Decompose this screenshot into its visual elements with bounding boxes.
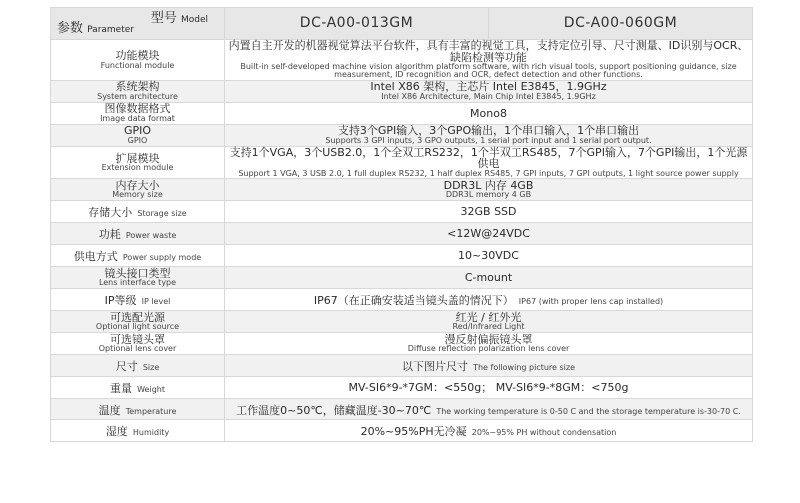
header-row: [51, 8, 753, 40]
param-label-en: Image data format: [100, 113, 175, 123]
parameter-header-label: 参数 Parameter: [57, 21, 134, 37]
spec-row: [51, 333, 753, 355]
param-cell: [51, 124, 225, 146]
value-cell: [225, 377, 753, 399]
value-cell: [225, 223, 753, 245]
param-label-en: Optional light source: [95, 322, 180, 332]
value-text-cn: 漫反射偏振镜头罩: [444, 332, 533, 346]
value-text-cn: 以下图片尺寸: [401, 360, 468, 374]
value-cell: [225, 124, 753, 146]
value-text-cn: 32GB SSD: [460, 205, 517, 219]
param-cell: [51, 355, 225, 377]
value-text-en: DDR3L memory 4 GB: [445, 190, 532, 200]
param-label-cn: 功耗: [98, 228, 121, 242]
param-label-cn: 图像数据格式: [104, 102, 171, 116]
value-text-cn: Mono8: [470, 106, 507, 120]
param-label-en: Extension module: [101, 163, 174, 173]
value-cell: [225, 333, 753, 355]
param-label-en: Optional lens cover: [98, 344, 177, 354]
value-text-cn: 10~30VDC: [458, 249, 519, 263]
spec-row: [51, 80, 753, 102]
value-text-cn: <12W@24VDC: [447, 227, 530, 241]
param-cell: [51, 311, 225, 333]
spec-row: [51, 40, 753, 81]
value-text-en: Diffuse reflection polarization lens cover: [407, 344, 570, 354]
param-cell: [51, 223, 225, 245]
value-cell: [225, 245, 753, 267]
param-cell: [51, 80, 225, 102]
value-cell: [225, 179, 753, 201]
value-cell: [225, 80, 753, 102]
param-cell: [51, 420, 225, 442]
value-text-cn: 支持3个GPI输入，3个GPO输出，1个串口输入，1个串口输出: [337, 124, 640, 138]
param-label-cn: 内存大小: [115, 178, 160, 192]
model-header-label: 型号 Model: [150, 11, 208, 26]
value-cell: [225, 289, 753, 311]
param-label-cn: 重量: [110, 382, 133, 396]
param-label-en: Weight: [137, 385, 165, 395]
param-cell: [51, 40, 225, 81]
param-label-en: Storage size: [137, 209, 187, 219]
spec-table: [50, 7, 753, 442]
param-label-cn: 尺寸: [115, 360, 138, 374]
value-text-en: Built-in self-developed machine vision algorithm platform software, with rich visual tools, support positioning guidance, size measurement, ID recognition and OCR, defect detection and other functions.: [240, 62, 737, 80]
param-label-en: Lens interface type: [98, 278, 177, 288]
spec-row: [51, 289, 753, 311]
spec-row: [51, 377, 753, 399]
value-text-cn: 20%~95%PH无冷凝: [360, 425, 467, 439]
param-label-cn: 功能模块: [115, 48, 160, 62]
param-label-cn: GPIO: [123, 124, 152, 138]
param-label-cn: 扩展模块: [115, 151, 160, 165]
param-label-en: Functional module: [100, 60, 175, 70]
value-text-cn: 内置自主开发的机器视觉算法平台软件，具有丰富的视觉工具，支持定位引导、尺寸测量、ID识别与OCR、缺陷检测等功能: [228, 39, 749, 64]
param-cell: [51, 102, 225, 124]
value-text-cn: MV-SI6*9-*7GM：<550g； MV-SI6*9-*8GM：<750g: [348, 381, 629, 395]
spec-row: [51, 179, 753, 201]
value-text-cn: 工作温度0~50℃，储藏温度-30~70℃: [236, 403, 432, 417]
value-cell: [225, 146, 753, 178]
param-label-en: GPIO: [127, 135, 148, 145]
value-text-cn: C-mount: [464, 271, 513, 285]
spec-row: [51, 201, 753, 223]
param-cell: [51, 245, 225, 267]
param-cell: [51, 289, 225, 311]
param-label-en: System architecture: [97, 91, 178, 101]
spec-row: [51, 102, 753, 124]
param-cell: [51, 377, 225, 399]
param-label-cn: 湿度: [105, 425, 128, 439]
param-label-cn: 温度: [98, 403, 121, 417]
param-cell: [51, 333, 225, 355]
value-text-en: Red/Infrared Light: [452, 322, 525, 332]
param-cell: [51, 179, 225, 201]
spec-row: [51, 399, 753, 420]
param-cell: [51, 146, 225, 178]
value-cell: [225, 355, 753, 377]
param-cell: [51, 399, 225, 420]
model-header-2: DC-A00-060GM: [489, 8, 753, 40]
value-cell: [225, 40, 753, 81]
param-label-en: Temperature: [125, 406, 177, 416]
spec-row: [51, 223, 753, 245]
value-cell: [225, 201, 753, 223]
value-text-en: The following picture size: [473, 363, 576, 373]
value-text-en: IP67 (with proper lens cap installed): [518, 297, 664, 307]
param-label-cn: IP等级: [104, 294, 137, 308]
value-text-cn: IP67（在正确安装适当镜头盖的情况下）: [313, 294, 514, 308]
param-label-cn: 供电方式: [73, 250, 118, 264]
param-label-cn: 存储大小: [88, 206, 133, 220]
value-cell: [225, 102, 753, 124]
param-label-cn: 可选镜头罩: [110, 332, 165, 346]
param-label-cn: 可选配光源: [110, 310, 165, 324]
spec-row: [51, 267, 753, 289]
param-cell: [51, 201, 225, 223]
spec-row: [51, 245, 753, 267]
value-cell: [225, 267, 753, 289]
value-cell: [225, 399, 753, 420]
value-text-cn: Intel X86 架构，主芯片 Intel E3845，1.9GHz: [370, 80, 607, 94]
param-label-en: Power supply mode: [122, 253, 202, 263]
value-text-en: Supports 3 GPI inputs, 3 GPO outputs, 1 serial port input and 1 serial port output.: [325, 135, 652, 145]
value-cell: [225, 420, 753, 442]
param-label-en: Memory size: [112, 190, 163, 200]
param-label-en: Size: [142, 363, 160, 373]
model-header-1: DC-A00-013GM: [225, 8, 489, 40]
value-text-en: Support 1 VGA, 3 USB 2.0, 1 full duplex RS232, 1 half duplex RS485, 7 GPI inputs, 7 GPI outputs, 1 light source power supply: [238, 168, 739, 178]
param-label-cn: 系统架构: [115, 80, 160, 94]
header-corner-cell: [51, 8, 225, 40]
value-text-cn: 支持1个VGA，3个USB2.0，1个全双工RS232，1个半双工RS485，7个GPI输入，7个GPI输出，1个光源供电: [229, 145, 748, 171]
spec-row: [51, 124, 753, 146]
param-label-en: Humidity: [132, 428, 170, 438]
value-text-en: Intel X86 Architecture, Main Chip Intel E3845, 1.9GHz: [381, 91, 596, 101]
spec-row: [51, 355, 753, 377]
value-text-en: 20%~95% PH without condensation: [471, 428, 617, 438]
param-label-cn: 镜头接口类型: [104, 266, 171, 280]
value-cell: [225, 311, 753, 333]
param-label-en: Power waste: [125, 231, 177, 241]
param-label-en: IP level: [141, 297, 171, 307]
param-cell: [51, 267, 225, 289]
value-text-cn: 红光 / 红外光: [455, 310, 522, 324]
spec-row: [51, 420, 753, 442]
spec-row: [51, 146, 753, 178]
value-text-en: The working temperature is 0-50 C and the storage temperature is-30-70 C.: [436, 406, 741, 416]
value-text-cn: DDR3L 内存 4GB: [443, 178, 534, 192]
spec-row: [51, 311, 753, 333]
